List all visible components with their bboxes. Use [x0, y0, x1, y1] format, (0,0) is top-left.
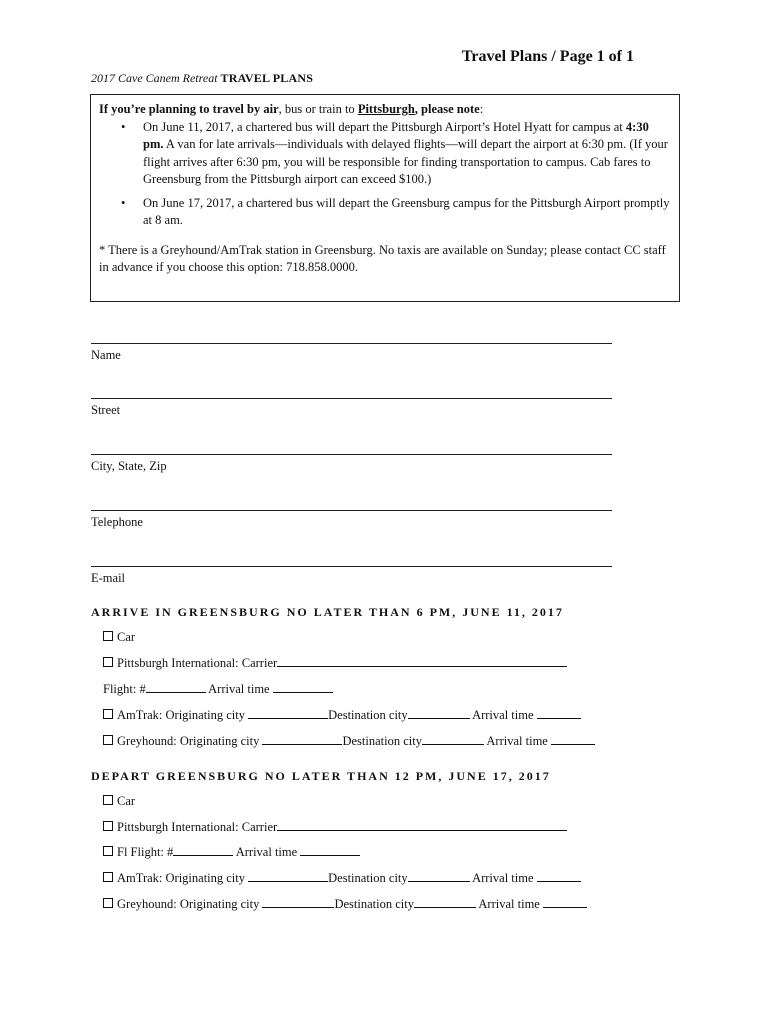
depart-car-checkbox[interactable]: [103, 795, 113, 805]
arrive-pittsburgh-checkbox[interactable]: [103, 657, 113, 667]
email-field[interactable]: [91, 566, 612, 567]
subtitle-event: 2017 Cave Canem Retreat: [91, 71, 218, 85]
depart-greyhound-arrival-field[interactable]: [543, 897, 587, 908]
notice-intro: If you’re planning to travel by air, bus or train to Pittsburgh, please note:: [99, 102, 484, 116]
depart-amtrak-option: AmTrak: Originating city Destination city Arrival time: [103, 871, 581, 886]
arrive-amtrak-origin-field[interactable]: [248, 708, 328, 719]
arrive-greyhound-origin-field[interactable]: [262, 734, 342, 745]
arrive-greyhound-destination-field[interactable]: [422, 734, 484, 745]
name-field[interactable]: [91, 343, 612, 344]
depart-amtrak-checkbox[interactable]: [103, 872, 113, 882]
depart-pittsburgh-option: Pittsburgh International: Carrier: [103, 820, 567, 835]
depart-pittsburgh-checkbox[interactable]: [103, 821, 113, 831]
depart-amtrak-origin-field[interactable]: [248, 871, 328, 882]
depart-greyhound-option: Greyhound: Originating city Destination city Arrival time: [103, 897, 587, 912]
arrive-flight-line: Flight: # Arrival time: [103, 682, 333, 697]
arrive-flight-arrival-field[interactable]: [273, 682, 333, 693]
notice-list: [99, 119, 671, 230]
arrive-amtrak-option: AmTrak: Originating city Destination city Arrival time: [103, 708, 581, 723]
depart-car-option: Car: [103, 794, 135, 809]
street-field[interactable]: [91, 398, 612, 399]
city-state-zip-label: City, State, Zip: [91, 459, 167, 473]
depart-amtrak-destination-field[interactable]: [408, 871, 470, 882]
depart-flight-arrival-field[interactable]: [300, 845, 360, 856]
depart-greyhound-origin-field[interactable]: [262, 897, 334, 908]
arrive-car-option: Car: [103, 630, 135, 645]
document-subtitle: [91, 71, 313, 86]
depart-amtrak-arrival-field[interactable]: [537, 871, 581, 882]
arrive-car-checkbox[interactable]: [103, 631, 113, 641]
street-label: Street: [91, 403, 121, 417]
depart-flight-checkbox[interactable]: [103, 846, 113, 856]
notice-footnote: * There is a Greyhound/AmTrak station in Greensburg. No taxis are available on Sunday; please contact CC staff in advance if you choose this option: 718.858.0000.: [99, 242, 666, 274]
notice-bullet-arrival: • On June 11, 2017, a chartered bus will depart the Pittsburgh Airport’s Hotel Hyatt for campus at 4:30 pm. A van for late arrivals—individuals with delayed flights—will depart the airport at 6:30 pm. (If your flight arrives after 6:30 pm, you will be responsible for finding transportation to campus. Cab fares to Greensburg from the Pittsburgh airport can exceed $100.): [143, 119, 671, 189]
arrive-greyhound-option: Greyhound: Originating city Destination city Arrival time: [103, 734, 595, 749]
telephone-label: Telephone: [91, 515, 143, 529]
email-label: E-mail: [91, 571, 126, 585]
arrive-greyhound-arrival-field[interactable]: [551, 734, 595, 745]
name-label: Name: [91, 348, 121, 362]
arrive-amtrak-checkbox[interactable]: [103, 709, 113, 719]
depart-heading: DEPART GREENSBURG NO LATER THAN 12 PM, JUNE 17, 2017: [91, 769, 551, 783]
arrive-greyhound-checkbox[interactable]: [103, 735, 113, 745]
depart-flight-option: Fl Flight: # Arrival time: [103, 845, 360, 860]
depart-greyhound-checkbox[interactable]: [103, 898, 113, 908]
arrive-pittsburgh-option: Pittsburgh International: Carrier: [103, 656, 567, 671]
depart-carrier-field[interactable]: [277, 820, 567, 831]
depart-greyhound-destination-field[interactable]: [414, 897, 476, 908]
depart-flight-number-field[interactable]: [173, 845, 233, 856]
notice-bullet-departure: • On June 17, 2017, a chartered bus will depart the Greensburg campus for the Pittsburgh Airport promptly at 8 am.: [143, 195, 671, 230]
city-state-zip-field[interactable]: [91, 454, 612, 455]
arrive-carrier-field[interactable]: [277, 656, 567, 667]
travel-notice-box: [90, 94, 680, 302]
arrive-heading: ARRIVE IN GREENSBURG NO LATER THAN 6 PM, JUNE 11, 2017: [91, 605, 564, 619]
subtitle-label: TRAVEL PLANS: [220, 71, 314, 85]
arrive-flight-number-field[interactable]: [146, 682, 206, 693]
telephone-field[interactable]: [91, 510, 612, 511]
arrive-amtrak-arrival-field[interactable]: [537, 708, 581, 719]
page-title: Travel Plans / Page 1 of 1: [461, 48, 634, 65]
arrive-amtrak-destination-field[interactable]: [408, 708, 470, 719]
